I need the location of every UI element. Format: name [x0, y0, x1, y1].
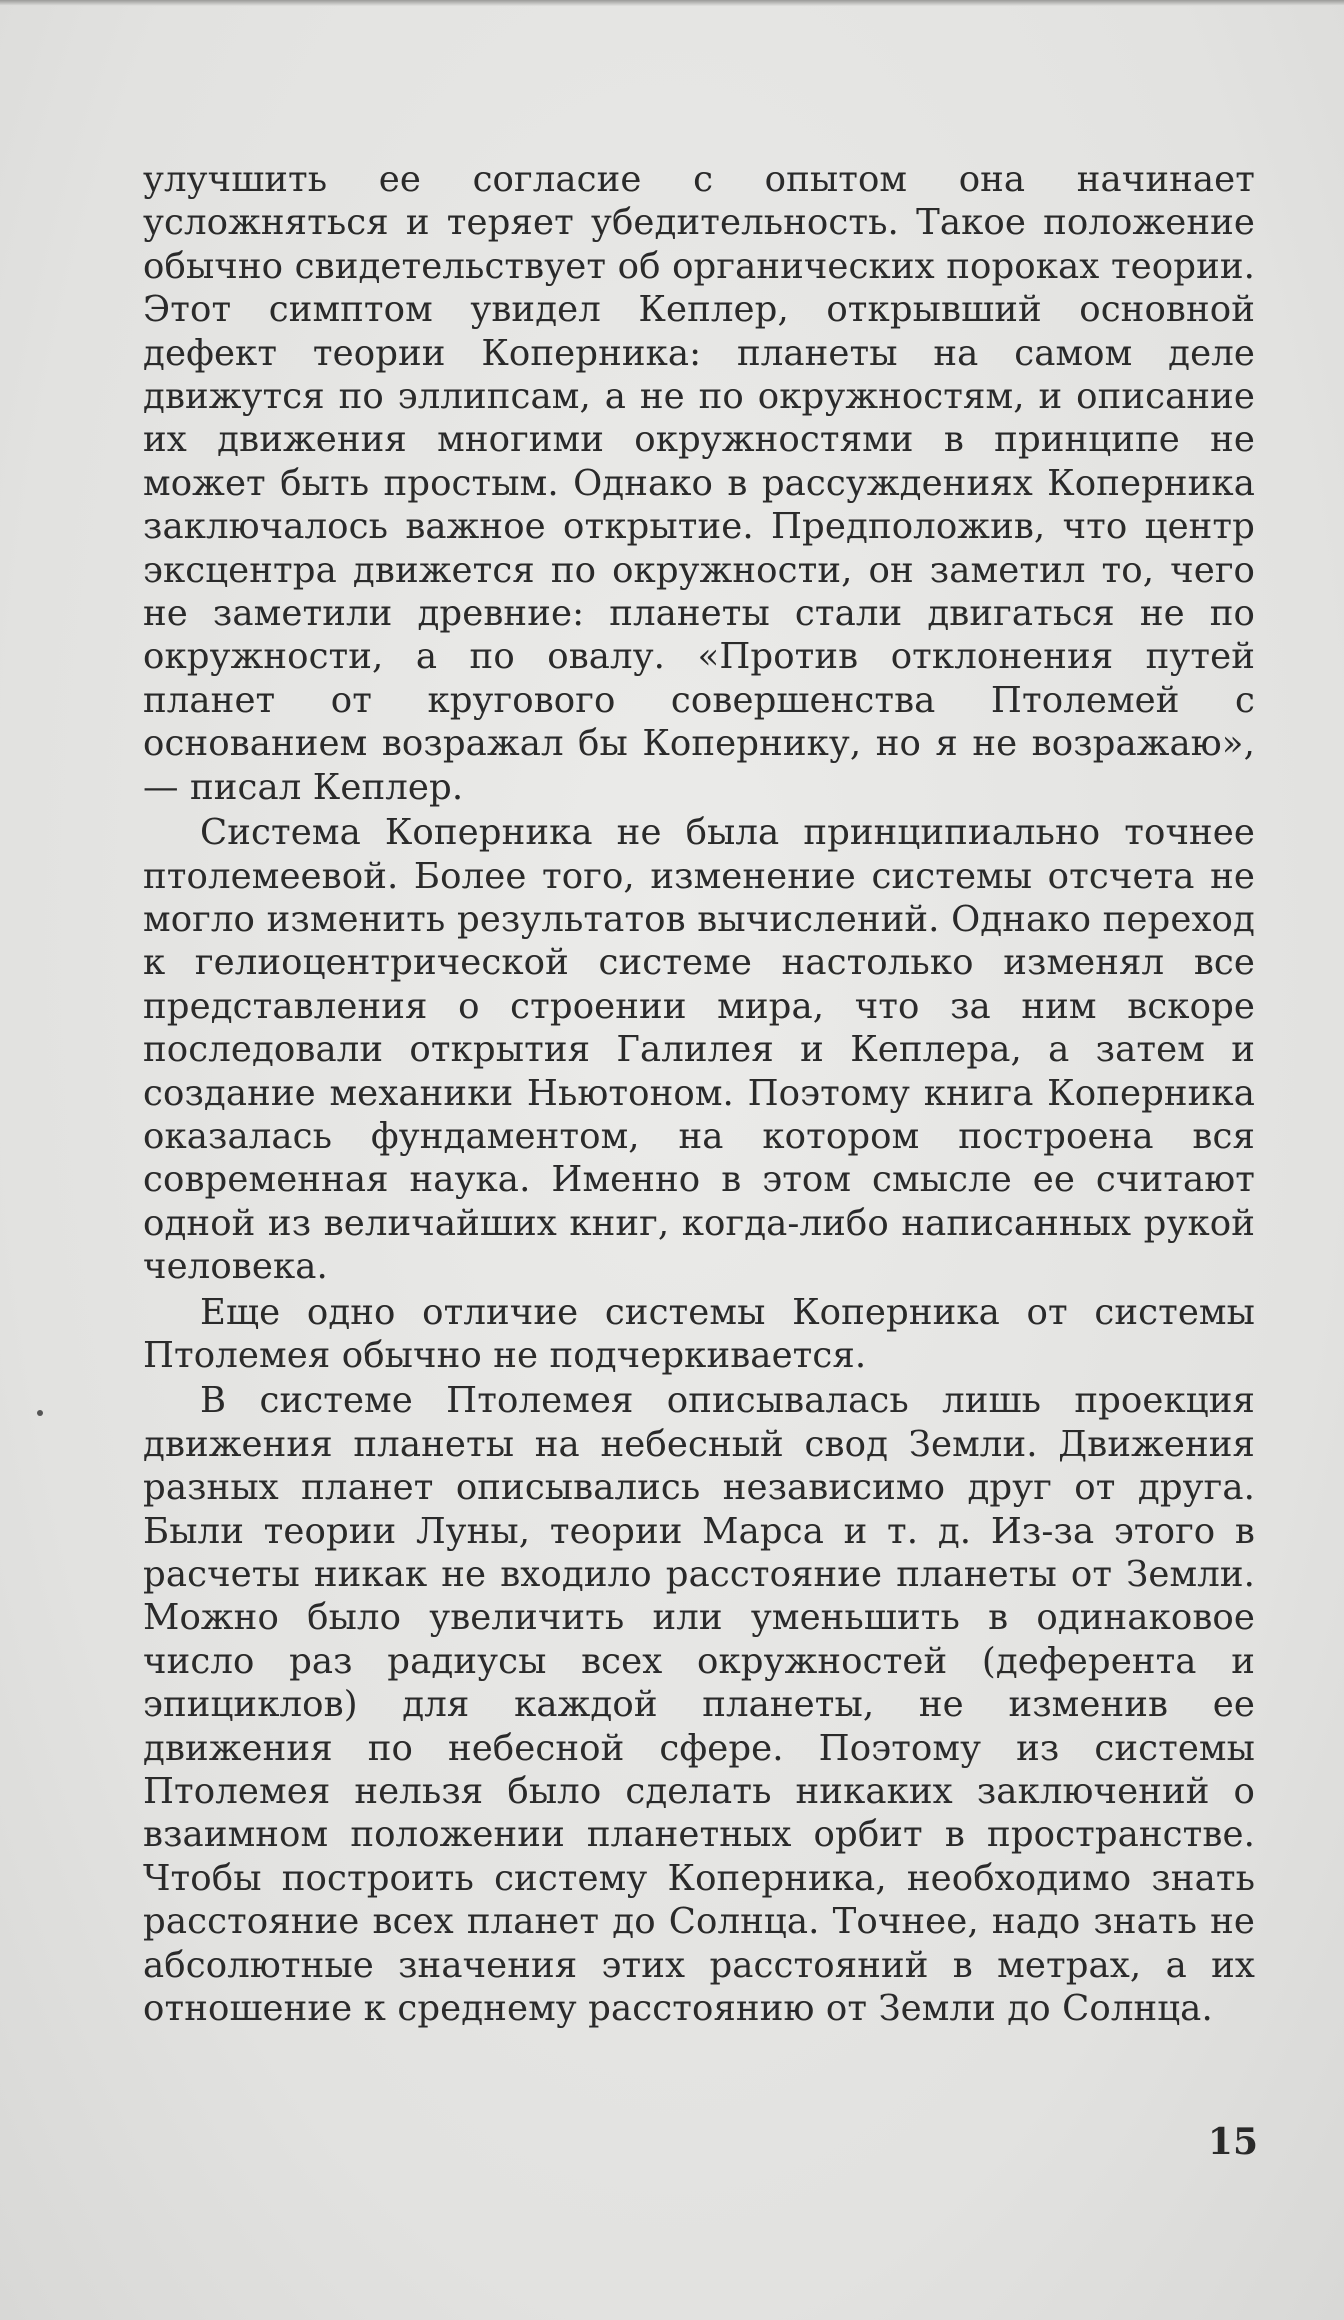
page-body-text: [143, 158, 1255, 2030]
paragraph-4: В системе Птолемея описывалась лишь проекция движения планеты на небесный свод Земли. Движения разных планет описывались независимо друг от друга. Были теории Луны, теории Марса и т. д. Из-за этого в расчеты никак не входило расстояние планеты от Земли. Можно было увеличить или уменьшить в одинаковое число раз радиусы всех окружностей (деферента и эпициклов) для каждой планеты, не изменив ее движения по небесной сфере. Поэтому из системы Птолемея нельзя было сделать никаких заключений о взаимном положении планетных орбит в пространстве. Чтобы построить систему Коперника, необходимо знать расстояние всех планет до Солнца. Точнее, надо знать не абсолютные значения этих расстояний в метрах, а их отношение к среднему расстоянию от Земли до Солнца.: [143, 1380, 1255, 2030]
paragraph-3: Еще одно отличие системы Коперника от системы Птолемея обычно не подчеркивается.: [143, 1291, 1255, 1376]
paper-speck: [37, 1410, 43, 1416]
page-number: 15: [1207, 2121, 1258, 2163]
paragraph-2: Система Коперника не была принципиально точнее птолемеевой. Более того, изменение системы отсчета не могло изменить результатов вычислений. Однако переход к гелиоцентрической системе настолько изменял все представления о строении мира, что за ним вскоре последовали открытия Галилея и Кеплера, а затем и создание механики Ньютоном. Поэтому книга Коперника оказалась фундаментом, на котором построена вся современная наука. Именно в этом смысле ее считают одной из величайших книг, когда-либо написанных рукой человека.: [143, 812, 1255, 1288]
paragraph-1: улучшить ее согласие с опытом она начинает усложняться и теряет убедительность. Такое положение обычно свидетельствует об органических пороках теории. Этот симптом увидел Кеплер, открывший основной дефект теории Коперника: планеты на самом деле движутся по эллипсам, а не по окружностям, и описание их движения многими окружностями в принципе не может быть простым. Однако в рассуждениях Коперника заключалось важное открытие. Предположив, что центр эксцентра движется по окружности, он заметил то, чего не заметили древние: планеты стали двигаться не по окружности, а по овалу. «Против отклонения путей планет от кругового совершенства Птолемей с основанием возражал бы Копернику, но я не возражаю»,— писал Кеплер.: [143, 159, 1255, 808]
page-top-edge: [0, 0, 1344, 6]
